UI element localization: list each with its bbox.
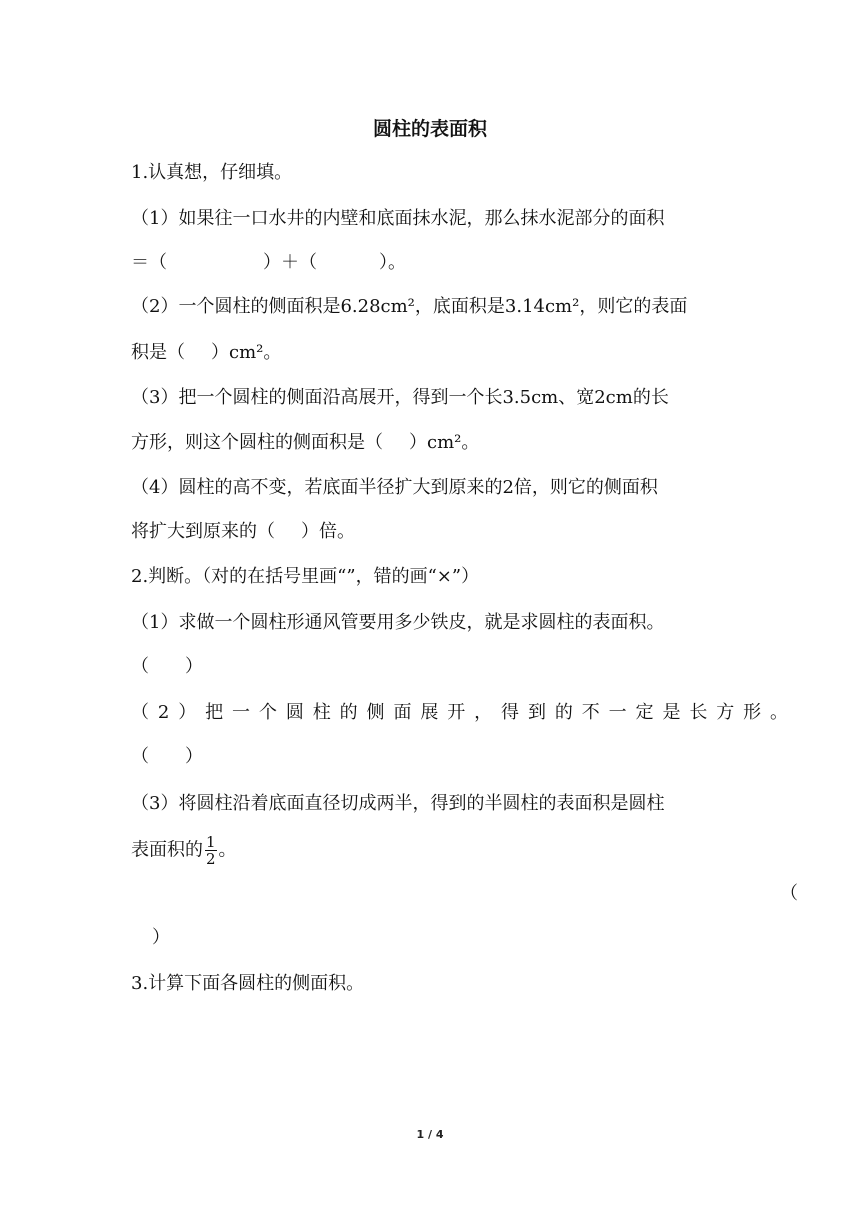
question-1-line-2 (131, 251, 406, 275)
judge-3-line-1: （3）将圆柱沿着底面直径切成两半，得到的半圆柱的表面积是圆柱 (131, 793, 665, 814)
question-2-line-1: （2）一个圆柱的侧面积是6.28cm²，底面积是3.14cm²，则它的表面 (131, 296, 688, 317)
question-2-text-end: ）cm²。 (211, 342, 282, 363)
question-4-text-end: ）倍。 (301, 521, 355, 542)
question-1-text-end: ）。 (379, 252, 406, 273)
question-4-line-2 (131, 520, 355, 544)
question-1-text-start: ＝（ (131, 252, 167, 273)
judge-3-text-end: 。 (218, 839, 237, 861)
question-3-line-2 (131, 431, 479, 455)
judge-2-answer-parens[interactable]: （ ） (131, 746, 203, 767)
fraction-numerator: 1 (206, 833, 216, 851)
question-4-line-1: （4）圆柱的高不变，若底面半径扩大到原来的2倍，则它的侧面积 (131, 477, 658, 498)
judge-2-line-1: （2）把一个圆柱的侧面展开，得到的不一定是长方形。 (131, 702, 797, 723)
question-3-line-1: （3）把一个圆柱的侧面沿高展开，得到一个长3.5cm、宽2cm的长 (131, 387, 669, 408)
fraction-one-half (205, 834, 217, 867)
section-1-heading: 1.认真想，仔细填。 (131, 162, 293, 183)
judge-1-line-1: （1）求做一个圆柱形通风管要用多少铁皮，就是求圆柱的表面积。 (131, 612, 665, 633)
section-3-heading: 3.计算下面各圆柱的侧面积。 (131, 973, 365, 994)
question-1-line-1: （1）如果往一口水井的内壁和底面抹水泥，那么抹水泥部分的面积 (131, 208, 665, 229)
judge-1-answer-parens[interactable]: （ ） (131, 656, 203, 677)
judge-3-text-start: 表面积的 (131, 839, 203, 861)
judge-3-line-2 (131, 834, 237, 867)
judge-3-open-paren[interactable]: （ (780, 883, 798, 904)
question-2-line-2 (131, 341, 281, 365)
question-1-text-mid: ）＋（ (263, 252, 317, 273)
question-3-text-end: ）cm²。 (409, 432, 480, 453)
section-2-heading: 2.判断。（对的在括号里画“”，错的画“×”） (131, 566, 480, 587)
question-2-text-start: 积是（ (131, 342, 185, 363)
question-4-text-start: 将扩大到原来的（ (131, 521, 275, 542)
fraction-denominator: 2 (206, 850, 216, 868)
page-number: 1 / 4 (416, 1128, 444, 1141)
judge-3-close-paren[interactable]: ） (152, 927, 170, 948)
page-title: 圆柱的表面积 (372, 118, 487, 140)
question-3-text-start: 方形，则这个圆柱的侧面积是（ (131, 432, 383, 453)
